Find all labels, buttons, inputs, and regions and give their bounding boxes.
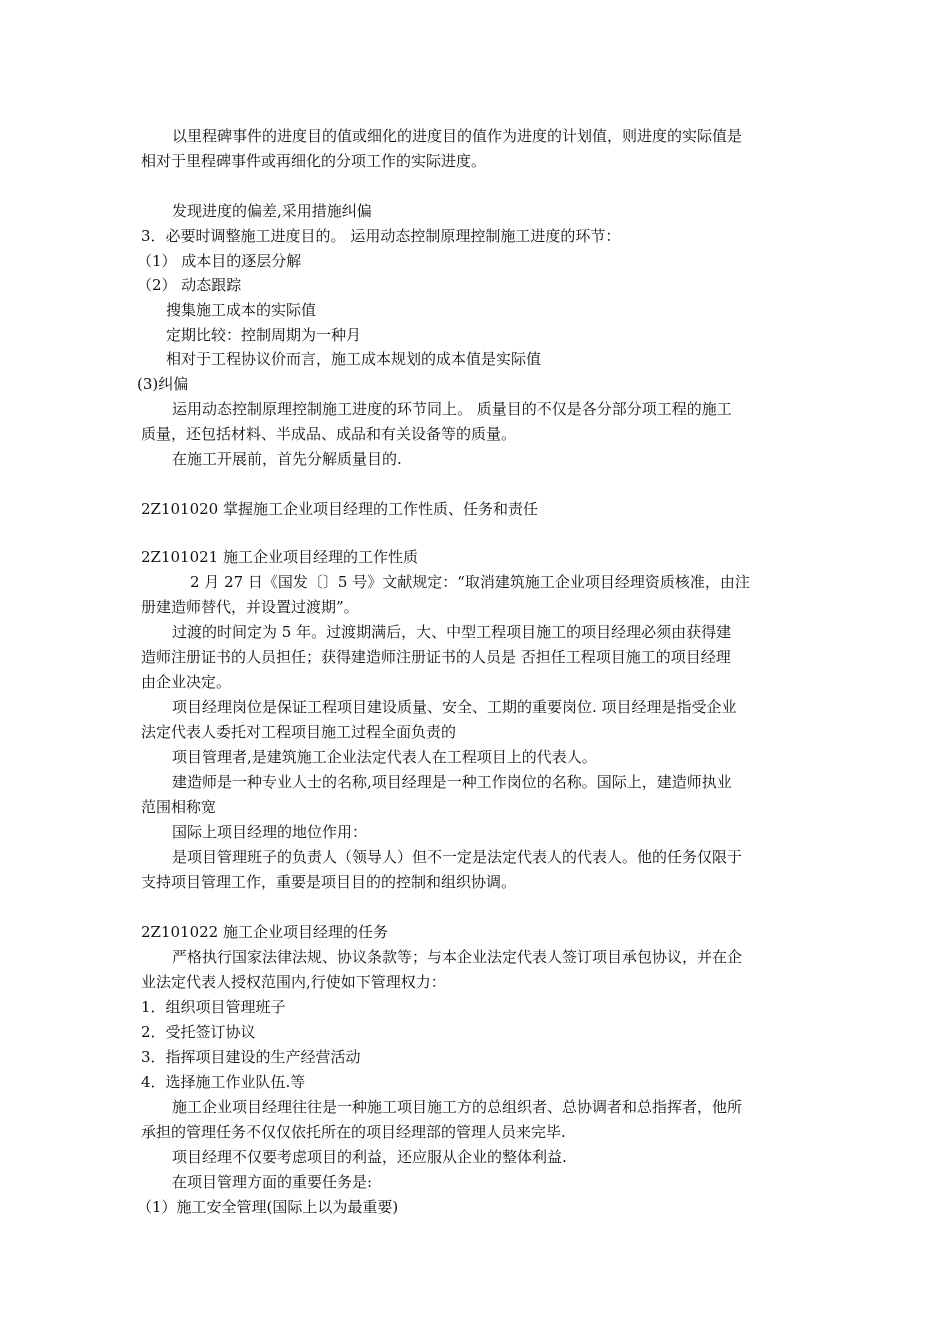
text-line: 项目经理岗位是保证工程项目建设质量、安全、工期的重要岗位. 项目经理是指受企业 — [172, 698, 737, 716]
text-line: (3)纠偏 — [137, 375, 189, 393]
section-heading: 2Z101021 施工企业项目经理的工作性质 — [141, 548, 418, 566]
section-heading: 2Z101022 施工企业项目经理的任务 — [141, 923, 388, 941]
list-item: 1．组织项目管理班子 — [141, 998, 286, 1016]
text-line: 3．必要时调整施工进度目的。 运用动态控制原理控制施工进度的环节： — [141, 227, 621, 245]
list-item: 2．受托签订协议 — [141, 1023, 256, 1041]
text-line: 严格执行国家法律法规、协议条款等；与本企业法定代表人签订项目承包协议，并在企 — [172, 948, 743, 966]
text-line: 在项目管理方面的重要任务是: — [172, 1173, 373, 1191]
text-line: 项目经理不仅要考虑项目的利益，还应服从企业的整体利益. — [172, 1148, 567, 1166]
text-line: 由企业决定。 — [141, 673, 232, 691]
text-line: 搜集施工成本的实际值 — [166, 301, 317, 319]
text-line: 相对于里程碑事件或再细化的分项工作的实际进度。 — [141, 152, 487, 170]
text-line: 施工企业项目经理往往是一种施工项目施工方的总组织者、总协调者和总指挥者，他所 — [172, 1098, 743, 1116]
text-line: 法定代表人委托对工程项目施工过程全面负责的 — [141, 723, 457, 741]
text-line: 册建造师替代，并设置过渡期”。 — [141, 598, 359, 616]
text-line: 在施工开展前，首先分解质量目的. — [172, 450, 402, 468]
text-line: 2 月 27 日《国发〔〕5 号》文献规定：“取消建筑施工企业项目经理资质核准，由注 — [190, 573, 750, 591]
text-line: 发现进度的偏差,采用措施纠偏 — [172, 202, 372, 220]
text-line: 质量，还包括材料、半成品、成品和有关设备等的质量。 — [141, 425, 517, 443]
text-line: （2） 动态跟踪 — [137, 276, 242, 294]
list-item: 3．指挥项目建设的生产经营活动 — [141, 1048, 361, 1066]
text-line: （1） 成本目的逐层分解 — [137, 252, 302, 270]
text-line: 是项目管理班子的负责人（领导人）但不一定是法定代表人的代表人。他的任务仅限于 — [172, 848, 743, 866]
text-line: 项目管理者,是建筑施工企业法定代表人在工程项目上的代表人。 — [172, 748, 597, 766]
text-line: 国际上项目经理的地位作用： — [172, 823, 368, 841]
section-heading: 2Z101020 掌握施工企业项目经理的工作性质、任务和责任 — [141, 500, 538, 518]
text-line: 相对于工程协议价而言，施工成本规划的成本值是实际值 — [166, 350, 542, 368]
text-line: 范围相称宽 — [141, 798, 217, 816]
text-line: 支持项目管理工作，重要是项目目的的控制和组织协调。 — [141, 873, 517, 891]
text-line: 以里程碑事件的进度目的值或细化的进度目的值作为进度的计划值，则进度的实际值是 — [172, 127, 743, 145]
list-item: （1）施工安全管理(国际上以为最重要) — [137, 1198, 399, 1216]
text-line: 造师注册证书的人员担任；获得建造师注册证书的人员是 否担任工程项目施工的项目经理 — [141, 648, 731, 666]
list-item: 4．选择施工作业队伍.等 — [141, 1073, 306, 1091]
text-line: 过渡的时间定为 5 年。过渡期满后，大、中型工程项目施工的项目经理必须由获得建 — [172, 623, 732, 641]
text-line: 建造师是一种专业人士的名称,项目经理是一种工作岗位的名称。国际上，建造师执业 — [172, 773, 732, 791]
text-line: 定期比较：控制周期为一种月 — [166, 326, 362, 344]
text-line: 承担的管理任务不仅仅依托所在的项目经理部的管理人员来完毕. — [141, 1123, 566, 1141]
text-line: 业法定代表人授权范围内,行使如下管理权力： — [141, 973, 446, 991]
text-line: 运用动态控制原理控制施工进度的环节同上。 质量目的不仅是各分部分项工程的施工 — [172, 400, 732, 418]
